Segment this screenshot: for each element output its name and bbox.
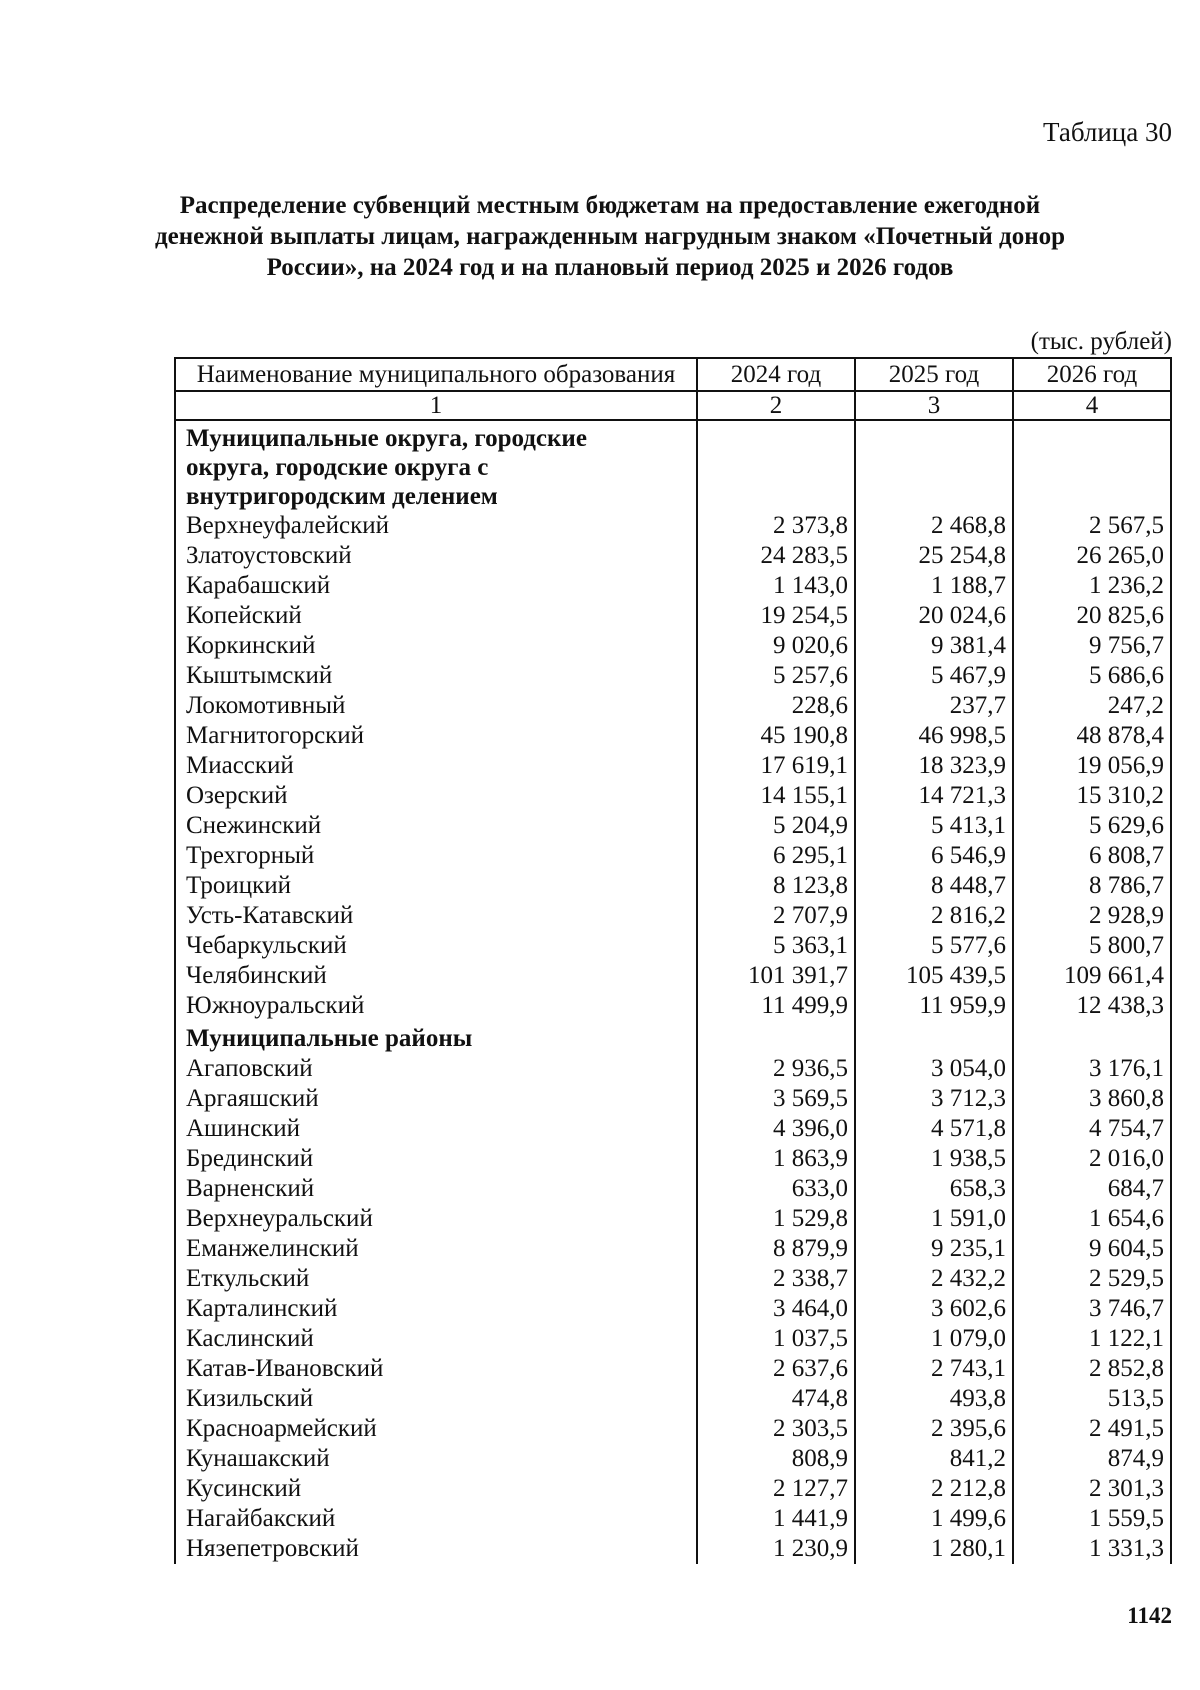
cell-value-2024: 19 254,5 [697, 601, 855, 631]
table-row [175, 1264, 1171, 1294]
cell-value-2025: 6 546,9 [855, 841, 1013, 871]
cell-value-2026: 1 559,5 [1013, 1504, 1171, 1534]
cell-municipality-name: Локомотивный [175, 691, 697, 721]
cell-municipality-name: Кыштымский [175, 661, 697, 691]
column-header-2025: 2025 год [855, 358, 1013, 391]
cell-municipality-name: Варненский [175, 1174, 697, 1204]
cell-value-2025: 3 602,6 [855, 1294, 1013, 1324]
cell-value-2026: 15 310,2 [1013, 781, 1171, 811]
table-row [175, 1234, 1171, 1264]
table-row [175, 991, 1171, 1021]
cell-municipality-name: Карталинский [175, 1294, 697, 1324]
table-row [175, 1474, 1171, 1504]
cell-value-2024: 1 230,9 [697, 1534, 855, 1564]
cell-municipality-name: Еткульский [175, 1264, 697, 1294]
cell-municipality-name: Муниципальные округа, городские округа, городские округа с внутригородским делением [175, 420, 697, 511]
cell-value-2024: 2 936,5 [697, 1054, 855, 1084]
units-note: (тыс. рублей) [1030, 328, 1172, 355]
table-row [175, 781, 1171, 811]
table-row [175, 1414, 1171, 1444]
cell-value-2025: 237,7 [855, 691, 1013, 721]
section-header-row [175, 1021, 1171, 1054]
cell-value-2026: 513,5 [1013, 1384, 1171, 1414]
column-header-2026: 2026 год [1013, 358, 1171, 391]
cell-value-2024: 2 373,8 [697, 511, 855, 541]
cell-value-2024: 1 529,8 [697, 1204, 855, 1234]
cell-value-2026 [1013, 420, 1171, 511]
cell-municipality-name: Златоустовский [175, 541, 697, 571]
cell-value-2026: 2 016,0 [1013, 1144, 1171, 1174]
cell-value-2026: 2 529,5 [1013, 1264, 1171, 1294]
table-row [175, 631, 1171, 661]
cell-municipality-name: Южноуральский [175, 991, 697, 1021]
cell-value-2025: 20 024,6 [855, 601, 1013, 631]
cell-value-2026 [1013, 1021, 1171, 1054]
cell-value-2026: 109 661,4 [1013, 961, 1171, 991]
cell-value-2024: 474,8 [697, 1384, 855, 1414]
cell-value-2024: 2 707,9 [697, 901, 855, 931]
column-header-2024: 2024 год [697, 358, 855, 391]
cell-value-2025: 3 054,0 [855, 1054, 1013, 1084]
cell-value-2026: 2 852,8 [1013, 1354, 1171, 1384]
cell-value-2025: 2 212,8 [855, 1474, 1013, 1504]
cell-municipality-name: Трехгорный [175, 841, 697, 871]
cell-municipality-name: Муниципальные районы [175, 1021, 697, 1054]
section-header-row [175, 420, 1171, 511]
document-title: Распределение субвенций местным бюджетам на предоставление ежегодной денежной выплаты лицам, награжденным нагрудным знаком «Почетный донор России», на 2024 год и на плановый период 2025 и 2026 годов [154, 192, 1066, 281]
cell-value-2025: 5 413,1 [855, 811, 1013, 841]
cell-municipality-name: Красноармейский [175, 1414, 697, 1444]
column-header-name: Наименование муниципального образования [175, 358, 697, 391]
cell-value-2025: 5 577,6 [855, 931, 1013, 961]
table-row [175, 1324, 1171, 1354]
cell-value-2025: 1 499,6 [855, 1504, 1013, 1534]
cell-value-2025: 2 743,1 [855, 1354, 1013, 1384]
cell-value-2026: 5 800,7 [1013, 931, 1171, 961]
cell-municipality-name: Магнитогорский [175, 721, 697, 751]
cell-value-2024: 2 303,5 [697, 1414, 855, 1444]
table-row [175, 1054, 1171, 1084]
cell-value-2025: 2 468,8 [855, 511, 1013, 541]
cell-value-2025: 1 938,5 [855, 1144, 1013, 1174]
cell-value-2026: 1 331,3 [1013, 1534, 1171, 1564]
table-row [175, 601, 1171, 631]
cell-value-2026: 2 567,5 [1013, 511, 1171, 541]
cell-municipality-name: Кусинский [175, 1474, 697, 1504]
page-number: 1142 [1127, 1603, 1172, 1628]
cell-value-2024: 4 396,0 [697, 1114, 855, 1144]
cell-value-2025 [855, 420, 1013, 511]
cell-value-2024: 11 499,9 [697, 991, 855, 1021]
cell-value-2025: 25 254,8 [855, 541, 1013, 571]
table-row [175, 901, 1171, 931]
table-row [175, 871, 1171, 901]
cell-municipality-name: Аргаяшский [175, 1084, 697, 1114]
cell-value-2024: 228,6 [697, 691, 855, 721]
table-row [175, 961, 1171, 991]
cell-value-2025: 105 439,5 [855, 961, 1013, 991]
cell-municipality-name: Еманжелинский [175, 1234, 697, 1264]
table-row [175, 721, 1171, 751]
cell-value-2026: 12 438,3 [1013, 991, 1171, 1021]
table-row [175, 931, 1171, 961]
cell-value-2024: 808,9 [697, 1444, 855, 1474]
cell-value-2024: 1 441,9 [697, 1504, 855, 1534]
cell-value-2024: 8 879,9 [697, 1234, 855, 1264]
cell-value-2024: 1 037,5 [697, 1324, 855, 1354]
cell-value-2024: 5 257,6 [697, 661, 855, 691]
table-row [175, 1354, 1171, 1384]
table-header-row [175, 358, 1171, 391]
cell-value-2026: 48 878,4 [1013, 721, 1171, 751]
cell-value-2024: 2 338,7 [697, 1264, 855, 1294]
cell-value-2024: 2 637,6 [697, 1354, 855, 1384]
cell-value-2024: 3 569,5 [697, 1084, 855, 1114]
subventions-table [174, 357, 1172, 1564]
cell-value-2025: 1 591,0 [855, 1204, 1013, 1234]
table-row [175, 841, 1171, 871]
cell-value-2024: 6 295,1 [697, 841, 855, 871]
cell-municipality-name: Нязепетровский [175, 1534, 697, 1564]
table-row [175, 811, 1171, 841]
column-number: 4 [1013, 391, 1171, 420]
cell-value-2024: 9 020,6 [697, 631, 855, 661]
table-number: Таблица 30 [1043, 117, 1172, 147]
cell-value-2026: 3 176,1 [1013, 1054, 1171, 1084]
table-row [175, 1174, 1171, 1204]
cell-value-2024: 5 204,9 [697, 811, 855, 841]
cell-value-2025: 8 448,7 [855, 871, 1013, 901]
table-row [175, 1384, 1171, 1414]
table-row [175, 1294, 1171, 1324]
cell-value-2025: 5 467,9 [855, 661, 1013, 691]
cell-value-2026: 20 825,6 [1013, 601, 1171, 631]
cell-value-2026: 26 265,0 [1013, 541, 1171, 571]
table-row [175, 661, 1171, 691]
cell-value-2025: 4 571,8 [855, 1114, 1013, 1144]
table-body [175, 420, 1171, 1564]
cell-value-2024: 8 123,8 [697, 871, 855, 901]
cell-municipality-name: Троицкий [175, 871, 697, 901]
cell-value-2024: 1 863,9 [697, 1144, 855, 1174]
cell-value-2026: 1 654,6 [1013, 1204, 1171, 1234]
cell-value-2024: 24 283,5 [697, 541, 855, 571]
cell-value-2025: 493,8 [855, 1384, 1013, 1414]
cell-value-2025: 658,3 [855, 1174, 1013, 1204]
cell-value-2026: 1 122,1 [1013, 1324, 1171, 1354]
table-row [175, 1444, 1171, 1474]
cell-value-2024: 45 190,8 [697, 721, 855, 751]
cell-municipality-name: Миасский [175, 751, 697, 781]
cell-value-2025: 2 432,2 [855, 1264, 1013, 1294]
cell-municipality-name: Каслинский [175, 1324, 697, 1354]
cell-municipality-name: Брединский [175, 1144, 697, 1174]
cell-value-2024: 5 363,1 [697, 931, 855, 961]
cell-municipality-name: Кунашакский [175, 1444, 697, 1474]
cell-value-2025: 11 959,9 [855, 991, 1013, 1021]
cell-municipality-name: Нагайбакский [175, 1504, 697, 1534]
cell-value-2024 [697, 420, 855, 511]
cell-value-2025: 9 235,1 [855, 1234, 1013, 1264]
cell-value-2025: 14 721,3 [855, 781, 1013, 811]
cell-value-2024: 2 127,7 [697, 1474, 855, 1504]
cell-municipality-name: Ашинский [175, 1114, 697, 1144]
cell-municipality-name: Агаповский [175, 1054, 697, 1084]
cell-value-2026: 4 754,7 [1013, 1114, 1171, 1144]
cell-municipality-name: Снежинский [175, 811, 697, 841]
cell-value-2026: 3 860,8 [1013, 1084, 1171, 1114]
cell-value-2026: 6 808,7 [1013, 841, 1171, 871]
cell-value-2025: 1 188,7 [855, 571, 1013, 601]
table-row [175, 691, 1171, 721]
cell-value-2025: 2 395,6 [855, 1414, 1013, 1444]
cell-municipality-name: Карабашский [175, 571, 697, 601]
cell-municipality-name: Копейский [175, 601, 697, 631]
cell-value-2026: 1 236,2 [1013, 571, 1171, 601]
cell-value-2026: 3 746,7 [1013, 1294, 1171, 1324]
table-row [175, 1534, 1171, 1564]
cell-municipality-name: Коркинский [175, 631, 697, 661]
cell-municipality-name: Верхнеуфалейский [175, 511, 697, 541]
table-row [175, 1144, 1171, 1174]
cell-value-2026: 9 756,7 [1013, 631, 1171, 661]
cell-value-2025: 841,2 [855, 1444, 1013, 1474]
cell-value-2024: 1 143,0 [697, 571, 855, 601]
cell-value-2024: 101 391,7 [697, 961, 855, 991]
cell-value-2024: 3 464,0 [697, 1294, 855, 1324]
cell-municipality-name: Кизильский [175, 1384, 697, 1414]
cell-value-2026: 5 686,6 [1013, 661, 1171, 691]
column-number-row [175, 391, 1171, 420]
column-number: 2 [697, 391, 855, 420]
cell-value-2025: 46 998,5 [855, 721, 1013, 751]
cell-municipality-name: Челябинский [175, 961, 697, 991]
cell-value-2024: 17 619,1 [697, 751, 855, 781]
cell-value-2026: 2 928,9 [1013, 901, 1171, 931]
cell-value-2026: 684,7 [1013, 1174, 1171, 1204]
table-row [175, 1114, 1171, 1144]
cell-value-2026: 9 604,5 [1013, 1234, 1171, 1264]
table-row [175, 571, 1171, 601]
table-row [175, 541, 1171, 571]
cell-value-2024 [697, 1021, 855, 1054]
cell-municipality-name: Усть-Катавский [175, 901, 697, 931]
cell-value-2024: 14 155,1 [697, 781, 855, 811]
cell-value-2026: 2 491,5 [1013, 1414, 1171, 1444]
cell-value-2026: 8 786,7 [1013, 871, 1171, 901]
cell-municipality-name: Чебаркульский [175, 931, 697, 961]
cell-value-2025: 18 323,9 [855, 751, 1013, 781]
cell-value-2026: 5 629,6 [1013, 811, 1171, 841]
cell-value-2026: 874,9 [1013, 1444, 1171, 1474]
table-row [175, 511, 1171, 541]
cell-value-2026: 19 056,9 [1013, 751, 1171, 781]
column-number: 1 [175, 391, 697, 420]
cell-value-2026: 247,2 [1013, 691, 1171, 721]
cell-value-2025: 2 816,2 [855, 901, 1013, 931]
cell-value-2025 [855, 1021, 1013, 1054]
cell-value-2024: 633,0 [697, 1174, 855, 1204]
table-row [175, 1084, 1171, 1114]
cell-value-2025: 9 381,4 [855, 631, 1013, 661]
table-row [175, 1504, 1171, 1534]
cell-municipality-name: Катав-Ивановский [175, 1354, 697, 1384]
cell-value-2025: 1 079,0 [855, 1324, 1013, 1354]
column-number: 3 [855, 391, 1013, 420]
table-row [175, 751, 1171, 781]
cell-value-2026: 2 301,3 [1013, 1474, 1171, 1504]
cell-municipality-name: Озерский [175, 781, 697, 811]
cell-value-2025: 3 712,3 [855, 1084, 1013, 1114]
cell-municipality-name: Верхнеуральский [175, 1204, 697, 1234]
table-row [175, 1204, 1171, 1234]
cell-value-2025: 1 280,1 [855, 1534, 1013, 1564]
